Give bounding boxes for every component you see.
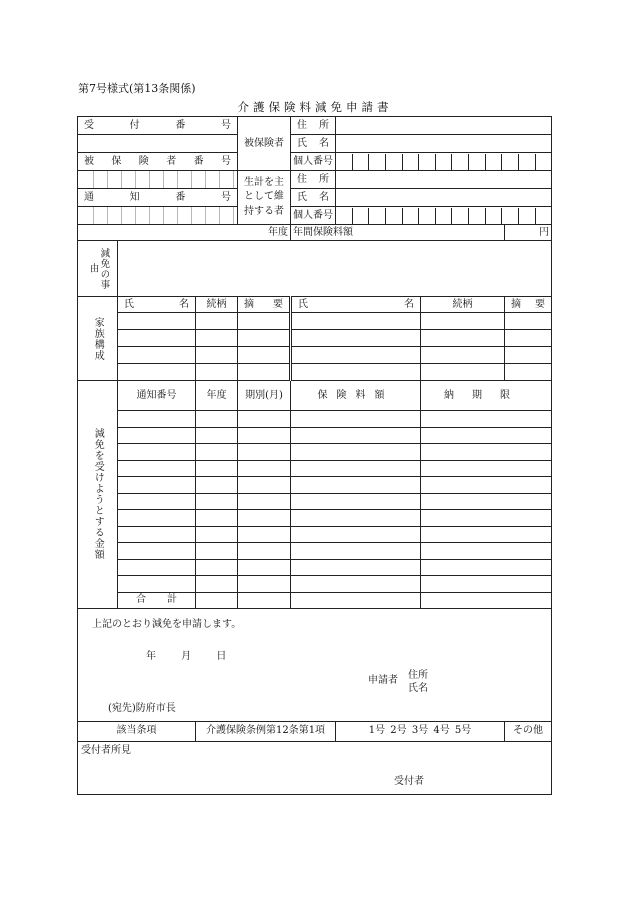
insured-personal-number-label: 個人番号 (291, 153, 336, 171)
notice-number-label: 通知番号 (78, 189, 238, 207)
amount-row[interactable] (78, 493, 552, 510)
year-label: 年度 (78, 225, 291, 241)
household-name-field[interactable] (336, 189, 552, 207)
household-address-label: 住所 (291, 171, 336, 189)
receiver-label: 受付者 (394, 775, 424, 787)
amount-header-year: 年度 (196, 381, 238, 411)
amount-row[interactable] (78, 526, 552, 543)
family-header-name: 氏名 (118, 297, 196, 313)
addressee: (宛先)防府市長 (108, 702, 176, 714)
amount-row[interactable] (78, 543, 552, 560)
applicant-name-label: 氏名 (408, 683, 428, 694)
insured-number-label: 被保険者番号 (78, 153, 238, 171)
applicant-address-name (408, 669, 428, 696)
annual-premium-label: 年間保険料額 (291, 225, 505, 241)
amount-label: 減免を受けようとする金額 (78, 381, 118, 609)
amount-header-premium: 保険料額 (291, 381, 421, 411)
applicant-label: 申請者 (368, 674, 398, 686)
form-number: 第7号様式(第13条関係) (78, 82, 196, 95)
remarks-label: 受付者所見 (81, 744, 131, 756)
amount-header-notice: 通知番号 (118, 381, 196, 411)
household-head-label: 生計を主として維持する者 (238, 171, 291, 225)
amount-row[interactable] (78, 427, 552, 444)
amount-total-field[interactable] (196, 592, 238, 608)
insured-address-label: 住所 (291, 117, 336, 135)
insured-number-field[interactable] (78, 171, 238, 189)
amount-row[interactable] (78, 576, 552, 593)
clause-other[interactable]: その他 (505, 721, 552, 741)
family-row[interactable] (78, 364, 552, 381)
insured-address-field[interactable] (336, 117, 552, 135)
family-header-name-2: 氏名 (291, 297, 421, 313)
family-header-remarks-2: 摘要 (505, 297, 552, 313)
application-form (77, 116, 552, 795)
amount-row[interactable] (78, 411, 552, 428)
amount-row[interactable] (78, 460, 552, 477)
reception-number-field[interactable] (78, 135, 238, 153)
statement-section (78, 608, 552, 721)
reception-number-label: 受付番号 (78, 117, 238, 135)
family-label: 家族構成 (78, 297, 118, 381)
household-personal-number-label: 個人番号 (291, 207, 336, 225)
amount-row[interactable] (78, 559, 552, 576)
applicant-address-label: 住所 (408, 669, 428, 681)
household-name-label: 氏名 (291, 189, 336, 207)
statement-date: 年 月 日 (146, 650, 227, 662)
clause-ordinance: 介護保険条例第12条第1項 (196, 721, 336, 741)
clause-items[interactable]: 1号 2号 3号 4号 5号 (336, 721, 505, 741)
household-personal-number-field[interactable] (336, 207, 552, 225)
amount-total-label: 合計 (118, 592, 196, 608)
reason-label: 減免の事由 (78, 241, 118, 297)
yen-label: 円 (505, 225, 552, 241)
family-row[interactable] (78, 347, 552, 364)
family-row[interactable] (78, 313, 552, 330)
amount-row[interactable] (78, 510, 552, 527)
clause-label: 該当条項 (78, 721, 196, 741)
insured-label: 被保険者 (238, 117, 291, 171)
family-header-relation: 続柄 (196, 297, 238, 313)
remarks-section (78, 741, 552, 794)
household-address-field[interactable] (336, 171, 552, 189)
amount-header-deadline: 納期限 (421, 381, 552, 411)
amount-row[interactable] (78, 444, 552, 461)
insured-name-field[interactable] (336, 135, 552, 153)
insured-personal-number-field[interactable] (336, 153, 552, 171)
amount-header-period: 期別(月) (238, 381, 291, 411)
family-header-remarks: 摘要 (238, 297, 291, 313)
amount-row[interactable] (78, 477, 552, 494)
statement-text: 上記のとおり減免を申請します。 (92, 618, 242, 630)
notice-number-field[interactable] (78, 207, 238, 225)
insured-name-label: 氏名 (291, 135, 336, 153)
family-row[interactable] (78, 330, 552, 347)
family-header-relation-2: 続柄 (421, 297, 505, 313)
form-title: 介護保険料減免申請書 (237, 100, 393, 114)
reason-field[interactable] (118, 241, 552, 297)
